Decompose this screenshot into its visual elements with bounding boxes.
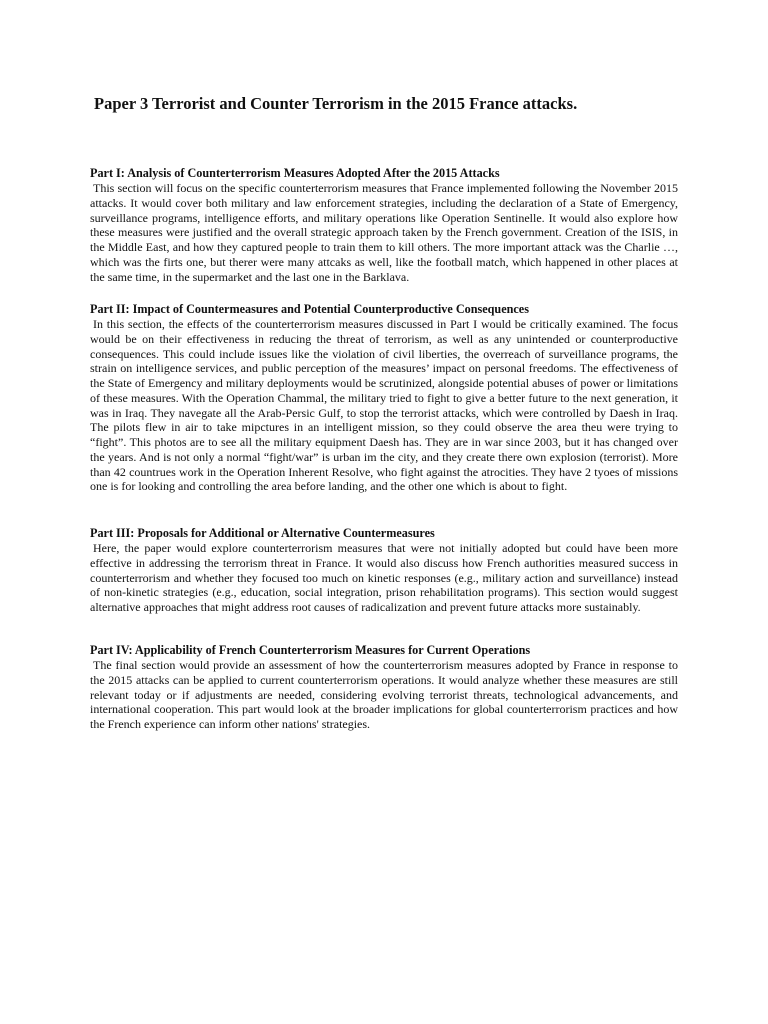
section-part-3: [90, 526, 678, 615]
section-part-1: [90, 166, 678, 284]
section-body: The final section would provide an assessment of how the counterterrorism measures adopted by France in response to the 2015 attacks can be applied to current counterterrorism operations. It would analyze whether these measures are still relevant today or if adjustments are needed, considering evolving terrorist threats, technological advancements, and international cooperation. This part would look at the broader implications for global counterterrorism practices and how the French experience can inform other nations' strategies.: [90, 658, 678, 731]
section-part-2: [90, 302, 678, 494]
section-body: Here, the paper would explore counterterrorism measures that were not initially adopted but could have been more effective in addressing the terrorism threat in France. It would also discuss how French authorities measured success in counterterrorism and whether they focused too much on kinetic responses (e.g., military action and surveillance) instead of non-kinetic strategies (e.g., education, social integration, prison rehabilitation programs). This section would suggest alternative approaches that might address root causes of radicalization and prevent future attacks more sustainably.: [90, 541, 678, 614]
section-body: In this section, the effects of the counterterrorism measures discussed in Part I would be critically examined. The focus would be on their effectiveness in reducing the threat of terrorism, as well as any unintended or counterproductive consequences. This could include issues like the violation of civil liberties, the overreach of surveillance programs, the strain on intelligence services, and public perception of the measures’ impact on personal freedoms. The effectiveness of the State of Emergency and military deployments would be scrutinized, alongside potential abuses of power or limitations of these measures. With the Operation Chammal, the military tried to fight to give a better future to the next generation, it was in Iraq. They navegate all the Arab-Persic Gulf, to stop the terrorist attacks, which were controlled by Daesh in Iraq. The pilots flew in air to take mipctures in an intelligent mission, so they could observe the area theu were trying to “fight”. This photos are to see all the military equipment Daesh has. They are in war since 2003, but it has changed over the years. And is not only a normal “fight/war” is urban im the city, and they create there own explosion (terrorist). More than 42 countrues work in the Operation Inherent Resolve, who fight against the atrocities. They have 2 tyoes of missions one is for looking and controlling the area before landing, and the other one which is about to fight.: [90, 317, 678, 494]
document-title: Paper 3 Terrorist and Counter Terrorism in the 2015 France attacks.: [94, 94, 578, 113]
section-part-4: [90, 643, 678, 732]
section-heading: Part IV: Applicability of French Counterterrorism Measures for Current Operations: [90, 643, 531, 657]
section-heading: Part I: Analysis of Counterterrorism Measures Adopted After the 2015 Attacks: [90, 166, 500, 180]
section-body: This section will focus on the specific counterterrorism measures that France implemented following the November 2015 attacks. It would cover both military and law enforcement strategies, including the declaration of a State of Emergency, surveillance programs, intelligence efforts, and military operations like Operation Sentinelle. It would also explore how these measures were justified and the overall strategic approach taken by the French government. Creation of the ISIS, in the Middle East, and how they captured people to train them to kill others. The more important attack was the Charlie …, which was the firts one, but therer were many attcaks as well, like the football match, which happened in other places at the same time, in the supermarket and the last one in the Barklava.: [90, 181, 678, 284]
section-heading: Part II: Impact of Countermeasures and Potential Counterproductive Consequences: [90, 302, 529, 316]
section-heading: Part III: Proposals for Additional or Alternative Countermeasures: [90, 526, 435, 540]
